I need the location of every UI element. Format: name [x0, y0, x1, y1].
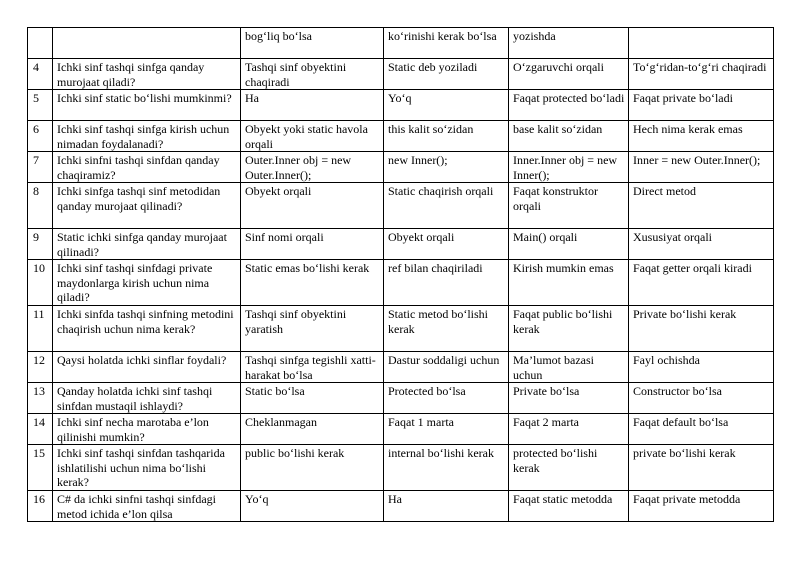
row-number-cell: 8: [28, 183, 53, 229]
option-b-cell: Faqat 1 marta: [384, 414, 509, 445]
option-c-cell: Faqat static metodda: [509, 491, 629, 522]
table-row: [28, 445, 774, 491]
option-d-cell: Faqat default bo‘lsa: [629, 414, 774, 445]
option-d-cell: private bo‘lishi kerak: [629, 445, 774, 491]
option-c-cell: Faqat protected bo‘ladi: [509, 90, 629, 121]
option-d-cell: [629, 28, 774, 59]
question-cell: Qanday holatda ichki sinf tashqi sinfdan mustaqil ishlaydi?: [53, 383, 241, 414]
table-row: [28, 383, 774, 414]
option-a-cell: Yo‘q: [241, 491, 384, 522]
question-cell: Ichki sinf tashqi sinfdan tashqarida ishlatilishi uchun nima bo‘lishi kerak?: [53, 445, 241, 491]
quiz-table-body: [28, 28, 774, 522]
row-number-cell: 7: [28, 152, 53, 183]
question-cell: Ichki sinfda tashqi sinfning metodini chaqirish uchun nima kerak?: [53, 306, 241, 352]
option-b-cell: this kalit so‘zidan: [384, 121, 509, 152]
option-b-cell: internal bo‘lishi kerak: [384, 445, 509, 491]
question-cell: Qaysi holatda ichki sinflar foydali?: [53, 352, 241, 383]
option-a-cell: Outer.Inner obj = new Outer.Inner();: [241, 152, 384, 183]
question-cell: Ichki sinf static bo‘lishi mumkinmi?: [53, 90, 241, 121]
option-d-cell: To‘g‘ridan-to‘g‘ri chaqiradi: [629, 59, 774, 90]
option-d-cell: Xususiyat orqali: [629, 229, 774, 260]
option-d-cell: Direct metod: [629, 183, 774, 229]
option-c-cell: yozishda: [509, 28, 629, 59]
row-number-cell: 13: [28, 383, 53, 414]
row-number-cell: 5: [28, 90, 53, 121]
table-row: [28, 152, 774, 183]
option-a-cell: Ha: [241, 90, 384, 121]
question-cell: C# da ichki sinfni tashqi sinfdagi metod ichida e’lon qilsa: [53, 491, 241, 522]
question-cell: Ichki sinfga tashqi sinf metodidan qanday murojaat qilinadi?: [53, 183, 241, 229]
row-number-cell: 12: [28, 352, 53, 383]
option-c-cell: Ma’lumot bazasi uchun: [509, 352, 629, 383]
option-d-cell: Inner = new Outer.Inner();: [629, 152, 774, 183]
option-d-cell: Hech nima kerak emas: [629, 121, 774, 152]
option-c-cell: Faqat konstruktor orqali: [509, 183, 629, 229]
option-a-cell: public bo‘lishi kerak: [241, 445, 384, 491]
table-row: [28, 121, 774, 152]
option-b-cell: Static chaqirish orqali: [384, 183, 509, 229]
option-a-cell: Tashqi sinf obyektini chaqiradi: [241, 59, 384, 90]
option-c-cell: O‘zgaruvchi orqali: [509, 59, 629, 90]
table-row: [28, 414, 774, 445]
question-cell: Static ichki sinfga qanday murojaat qilinadi?: [53, 229, 241, 260]
option-b-cell: Obyekt orqali: [384, 229, 509, 260]
option-c-cell: Faqat public bo‘lishi kerak: [509, 306, 629, 352]
table-row: [28, 183, 774, 229]
table-row: [28, 352, 774, 383]
option-c-cell: Inner.Inner obj = new Inner();: [509, 152, 629, 183]
option-d-cell: Fayl ochishda: [629, 352, 774, 383]
question-cell: [53, 28, 241, 59]
option-c-cell: protected bo‘lishi kerak: [509, 445, 629, 491]
option-b-cell: Yo‘q: [384, 90, 509, 121]
option-d-cell: Constructor bo‘lsa: [629, 383, 774, 414]
option-c-cell: Kirish mumkin emas: [509, 260, 629, 306]
option-a-cell: Sinf nomi orqali: [241, 229, 384, 260]
option-b-cell: Static metod bo‘lishi kerak: [384, 306, 509, 352]
row-number-cell: 15: [28, 445, 53, 491]
row-number-cell: 6: [28, 121, 53, 152]
row-number-cell: 10: [28, 260, 53, 306]
table-row: [28, 59, 774, 90]
table-row: [28, 28, 774, 59]
option-b-cell: Protected bo‘lsa: [384, 383, 509, 414]
row-number-cell: 14: [28, 414, 53, 445]
option-b-cell: Ha: [384, 491, 509, 522]
row-number-cell: 11: [28, 306, 53, 352]
table-row: [28, 260, 774, 306]
option-a-cell: Static emas bo‘lishi kerak: [241, 260, 384, 306]
option-c-cell: Main() orqali: [509, 229, 629, 260]
table-row: [28, 90, 774, 121]
option-b-cell: ko‘rinishi kerak bo‘lsa: [384, 28, 509, 59]
option-b-cell: new Inner();: [384, 152, 509, 183]
option-b-cell: Static deb yoziladi: [384, 59, 509, 90]
option-c-cell: Private bo‘lsa: [509, 383, 629, 414]
question-cell: Ichki sinfni tashqi sinfdan qanday chaqiramiz?: [53, 152, 241, 183]
option-a-cell: Cheklanmagan: [241, 414, 384, 445]
option-d-cell: Faqat private metodda: [629, 491, 774, 522]
option-a-cell: Obyekt orqali: [241, 183, 384, 229]
option-d-cell: Private bo‘lishi kerak: [629, 306, 774, 352]
quiz-table: [27, 27, 774, 522]
row-number-cell: 16: [28, 491, 53, 522]
option-a-cell: Static bo‘lsa: [241, 383, 384, 414]
row-number-cell: 4: [28, 59, 53, 90]
row-number-cell: [28, 28, 53, 59]
option-a-cell: Tashqi sinf obyektini yaratish: [241, 306, 384, 352]
question-cell: Ichki sinf tashqi sinfdagi private maydonlarga kirish uchun nima qiladi?: [53, 260, 241, 306]
option-a-cell: Tashqi sinfga tegishli xatti-harakat bo‘lsa: [241, 352, 384, 383]
option-d-cell: Faqat getter orqali kiradi: [629, 260, 774, 306]
row-number-cell: 9: [28, 229, 53, 260]
option-b-cell: ref bilan chaqiriladi: [384, 260, 509, 306]
option-a-cell: Obyekt yoki static havola orqali: [241, 121, 384, 152]
option-b-cell: Dastur soddaligi uchun: [384, 352, 509, 383]
option-c-cell: base kalit so‘zidan: [509, 121, 629, 152]
table-row: [28, 229, 774, 260]
option-a-cell: bog‘liq bo‘lsa: [241, 28, 384, 59]
table-row: [28, 491, 774, 522]
question-cell: Ichki sinf necha marotaba e’lon qilinishi mumkin?: [53, 414, 241, 445]
table-row: [28, 306, 774, 352]
option-d-cell: Faqat private bo‘ladi: [629, 90, 774, 121]
option-c-cell: Faqat 2 marta: [509, 414, 629, 445]
question-cell: Ichki sinf tashqi sinfga kirish uchun nimadan foydalanadi?: [53, 121, 241, 152]
question-cell: Ichki sinf tashqi sinfga qanday murojaat qiladi?: [53, 59, 241, 90]
